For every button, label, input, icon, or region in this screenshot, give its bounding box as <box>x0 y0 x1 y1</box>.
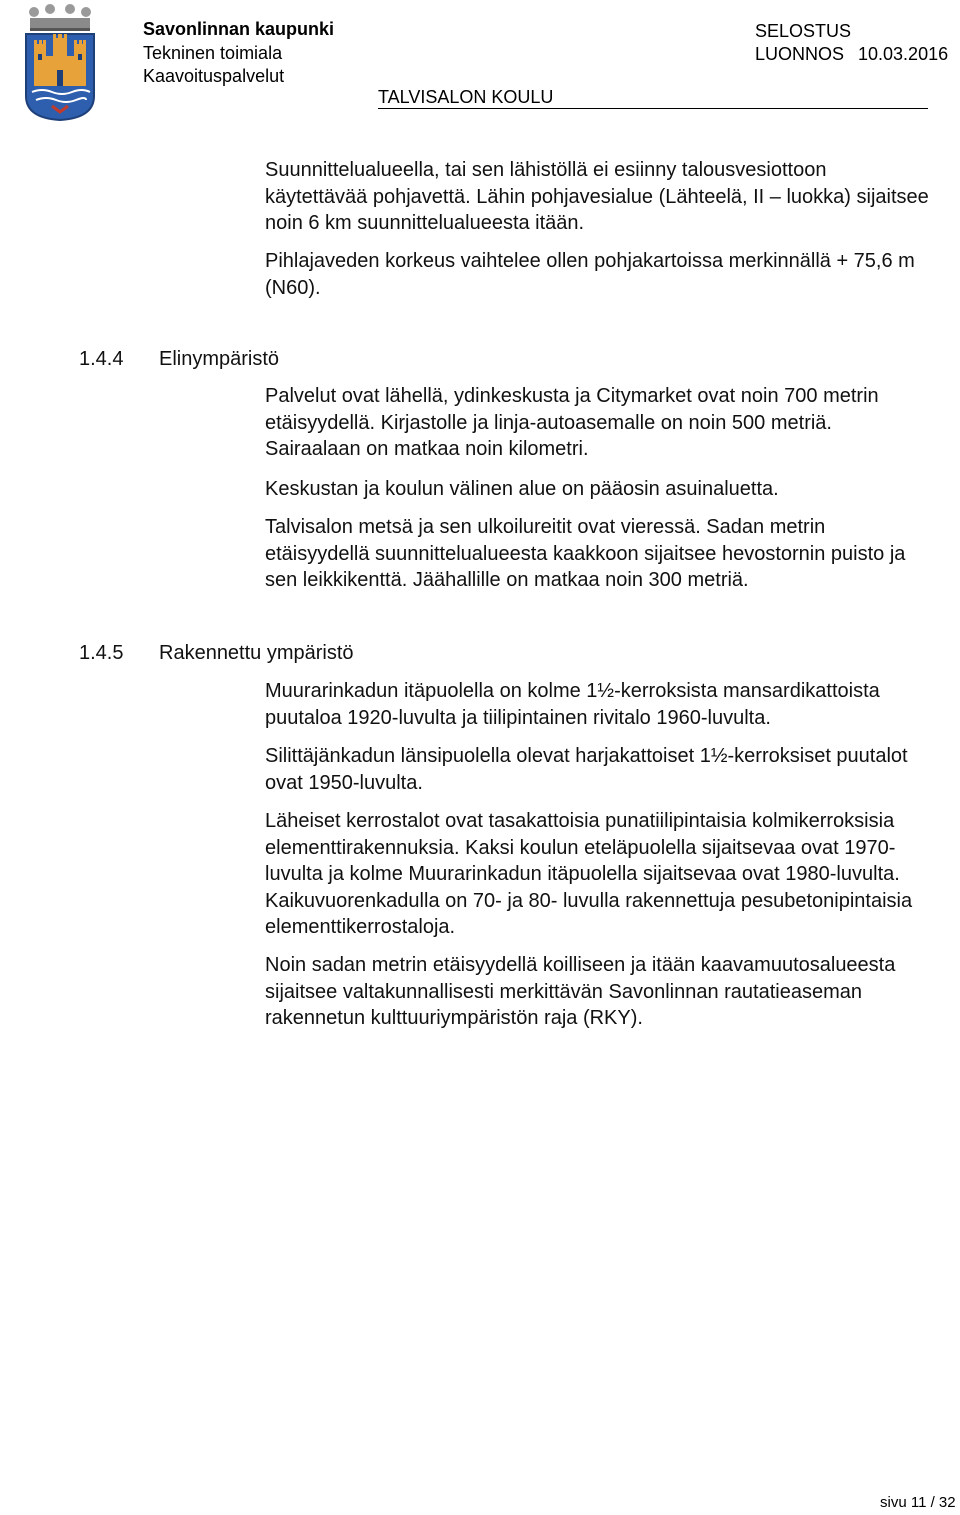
project-title: TALVISALON KOULU <box>378 87 554 107</box>
coat-of-arms-icon <box>22 4 98 122</box>
organization-name: Savonlinnan kaupunki <box>143 19 335 39</box>
paragraph: Noin sadan metrin etäisyydellä koilliseen ja itään kaavamuutosalueesta sijaitsee valtakunnallisesti merkittävän Savonlinnan rautatieaseman rakennetun kulttuuriympäristön raja (RKY). <box>265 954 896 1029</box>
paragraph: Muurarinkadun itäpuolella on kolme 1½-kerroksista mansardikattoista puutaloa 1920-luvulta ja tiilipintainen rivitalo 1960-luvulta. <box>265 680 880 729</box>
department-name: Tekninen toimiala <box>143 43 283 63</box>
paragraph: Keskustan ja koulun välinen alue on pääosin asuinaluetta. <box>265 478 779 500</box>
paragraph: Palvelut ovat lähellä, ydinkeskusta ja Citymarket ovat noin 700 metrin etäisyydellä. Kirjastolle ja linja-autoasemalle on noin 500 metriä. Sairaalaan on matkaa noin kilometri. <box>265 385 879 460</box>
document-status <box>755 43 948 65</box>
status-label: LUONNOS <box>755 44 845 64</box>
page-number: sivu 11 / 32 <box>880 1494 956 1511</box>
section-heading <box>79 640 354 666</box>
unit-name: Kaavoituspalvelut <box>143 66 285 86</box>
document-date: 10.03.2016 <box>858 44 949 64</box>
paragraph: Talvisalon metsä ja sen ulkoilureitit ovat vieressä. Sadan metrin etäisyydellä suunnittelualueesta kaakkoon sijaitsee hevostornin puisto ja sen leikkikenttä. Jäähallille on matkaa noin 300 metriä. <box>265 516 906 591</box>
header-divider <box>378 108 928 109</box>
section-title: Elinympäristö <box>159 348 280 370</box>
section-number: 1.4.5 <box>79 642 124 664</box>
section-heading <box>79 346 279 372</box>
paragraph: Pihlajaveden korkeus vaihtelee ollen pohjakartoissa merkinnällä + 75,6 m (N60). <box>265 250 915 299</box>
paragraph: Silittäjänkadun länsipuolella olevat harjakattoiset 1½-kerroksiset puutalot ovat 1950-luvulta. <box>265 745 908 794</box>
paragraph: Suunnittelualueella, tai sen lähistöllä ei esiinny talousvesiottoon käytettävää pohjavettä. Lähin pohjavesialue (Lähteelä, II – luokka) sijaitsee noin 6 km suunnittelualueesta itään. <box>265 159 929 234</box>
paragraph: Läheiset kerrostalot ovat tasakattoisia punatiilipintaisia kolmikerroksisia elementtirakennuksia. Kaksi koulun eteläpuolella sijaitsevaa ovat 1970-luvulta ja kolme Muurarinkadun itäpuolella sijaitsevaa ovat 1980-luvulta. Kaikuvuorenkadulla on 70- ja 80- luvulla rakennettuja pesubetonipintaisia elementtikerrostaloja. <box>265 810 913 938</box>
document-type: SELOSTUS <box>755 21 852 41</box>
section-number: 1.4.4 <box>79 348 124 370</box>
section-title: Rakennettu ympäristö <box>159 642 354 664</box>
